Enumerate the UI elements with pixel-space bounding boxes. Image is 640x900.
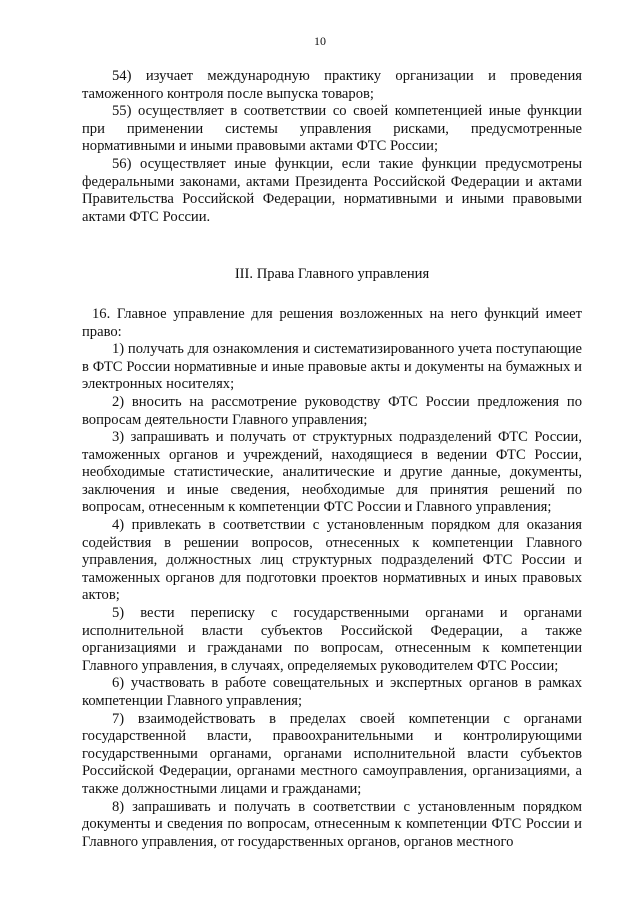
section-heading: III. Права Главного управления: [234, 266, 430, 283]
paragraph-16: 16. Главное управление для решения возложенных на него функций имеет право:: [82, 305, 582, 340]
right-2: 2) вносить на рассмотрение руководству ФТС России предложения по вопросам деятельности Главного управления;: [82, 393, 582, 428]
right-1: 1) получать для ознакомления и систематизированного учета поступающие в ФТС России нормативные и иные правовые акты и документы на бумажных и электронных носителях;: [82, 341, 582, 393]
right-3: 3) запрашивать и получать от структурных подразделений ФТС России, таможенных органов и учреждений, находящиеся в ведении ФТС России, необходимые статистические, аналитические и другие данные, документы, заключения и иные сведения, необходимые для принятия решений по вопросам, отнесенным к компетенции ФТС России и Главного управления;: [82, 429, 582, 516]
paragraph-54: 54) изучает международную практику организации и проведения таможенного контроля после выпуска товаров;: [82, 68, 582, 102]
page-number: 10: [314, 34, 326, 48]
paragraph-56: 56) осуществляет иные функции, если такие функции предусмотрены федеральными законами, актами Президента Российской Федерации и актами Правительства Российской Федерации, нормативными и иными правовыми актами ФТС России.: [82, 155, 582, 225]
paragraph-55: 55) осуществляет в соответствии со своей компетенцией иные функции при применении системы управления рисками, предусмотренные нормативными и иными правовыми актами ФТС России;: [82, 103, 582, 155]
right-4: 4) привлекать в соответствии с установленным порядком для оказания содействия в решении вопросов, отнесенных к компетенции Главного управления, должностных лиц структурных подразделений ФТС России и таможенных органов для подготовки проектов нормативных и иных правовых актов;: [82, 517, 582, 604]
right-5: 5) вести переписку с государственными органами и органами исполнительной власти субъектов Российской Федерации, а также организациями и гражданами по вопросам, отнесенным к компетенции Главного управления, в случаях, определяемых руководителем ФТС России;: [82, 605, 582, 674]
right-6: 6) участвовать в работе совещательных и экспертных органов в рамках компетенции Главного управления;: [82, 675, 582, 709]
document-body: [82, 68, 582, 851]
right-7: 7) взаимодействовать в пределах своей компетенции с органами государственной власти, правоохранительными и контролирующими государственными органами, органами исполнительной власти субъектов Российской Федерации, органами местного самоуправления, организациями, а также должностными лицами и гражданами;: [82, 710, 582, 797]
right-8: 8) запрашивать и получать в соответствии с установленным порядком документы и сведения по вопросам, отнесенным к компетенции ФТС России и Главного управления, от государственных органов, органов местного: [82, 798, 582, 850]
